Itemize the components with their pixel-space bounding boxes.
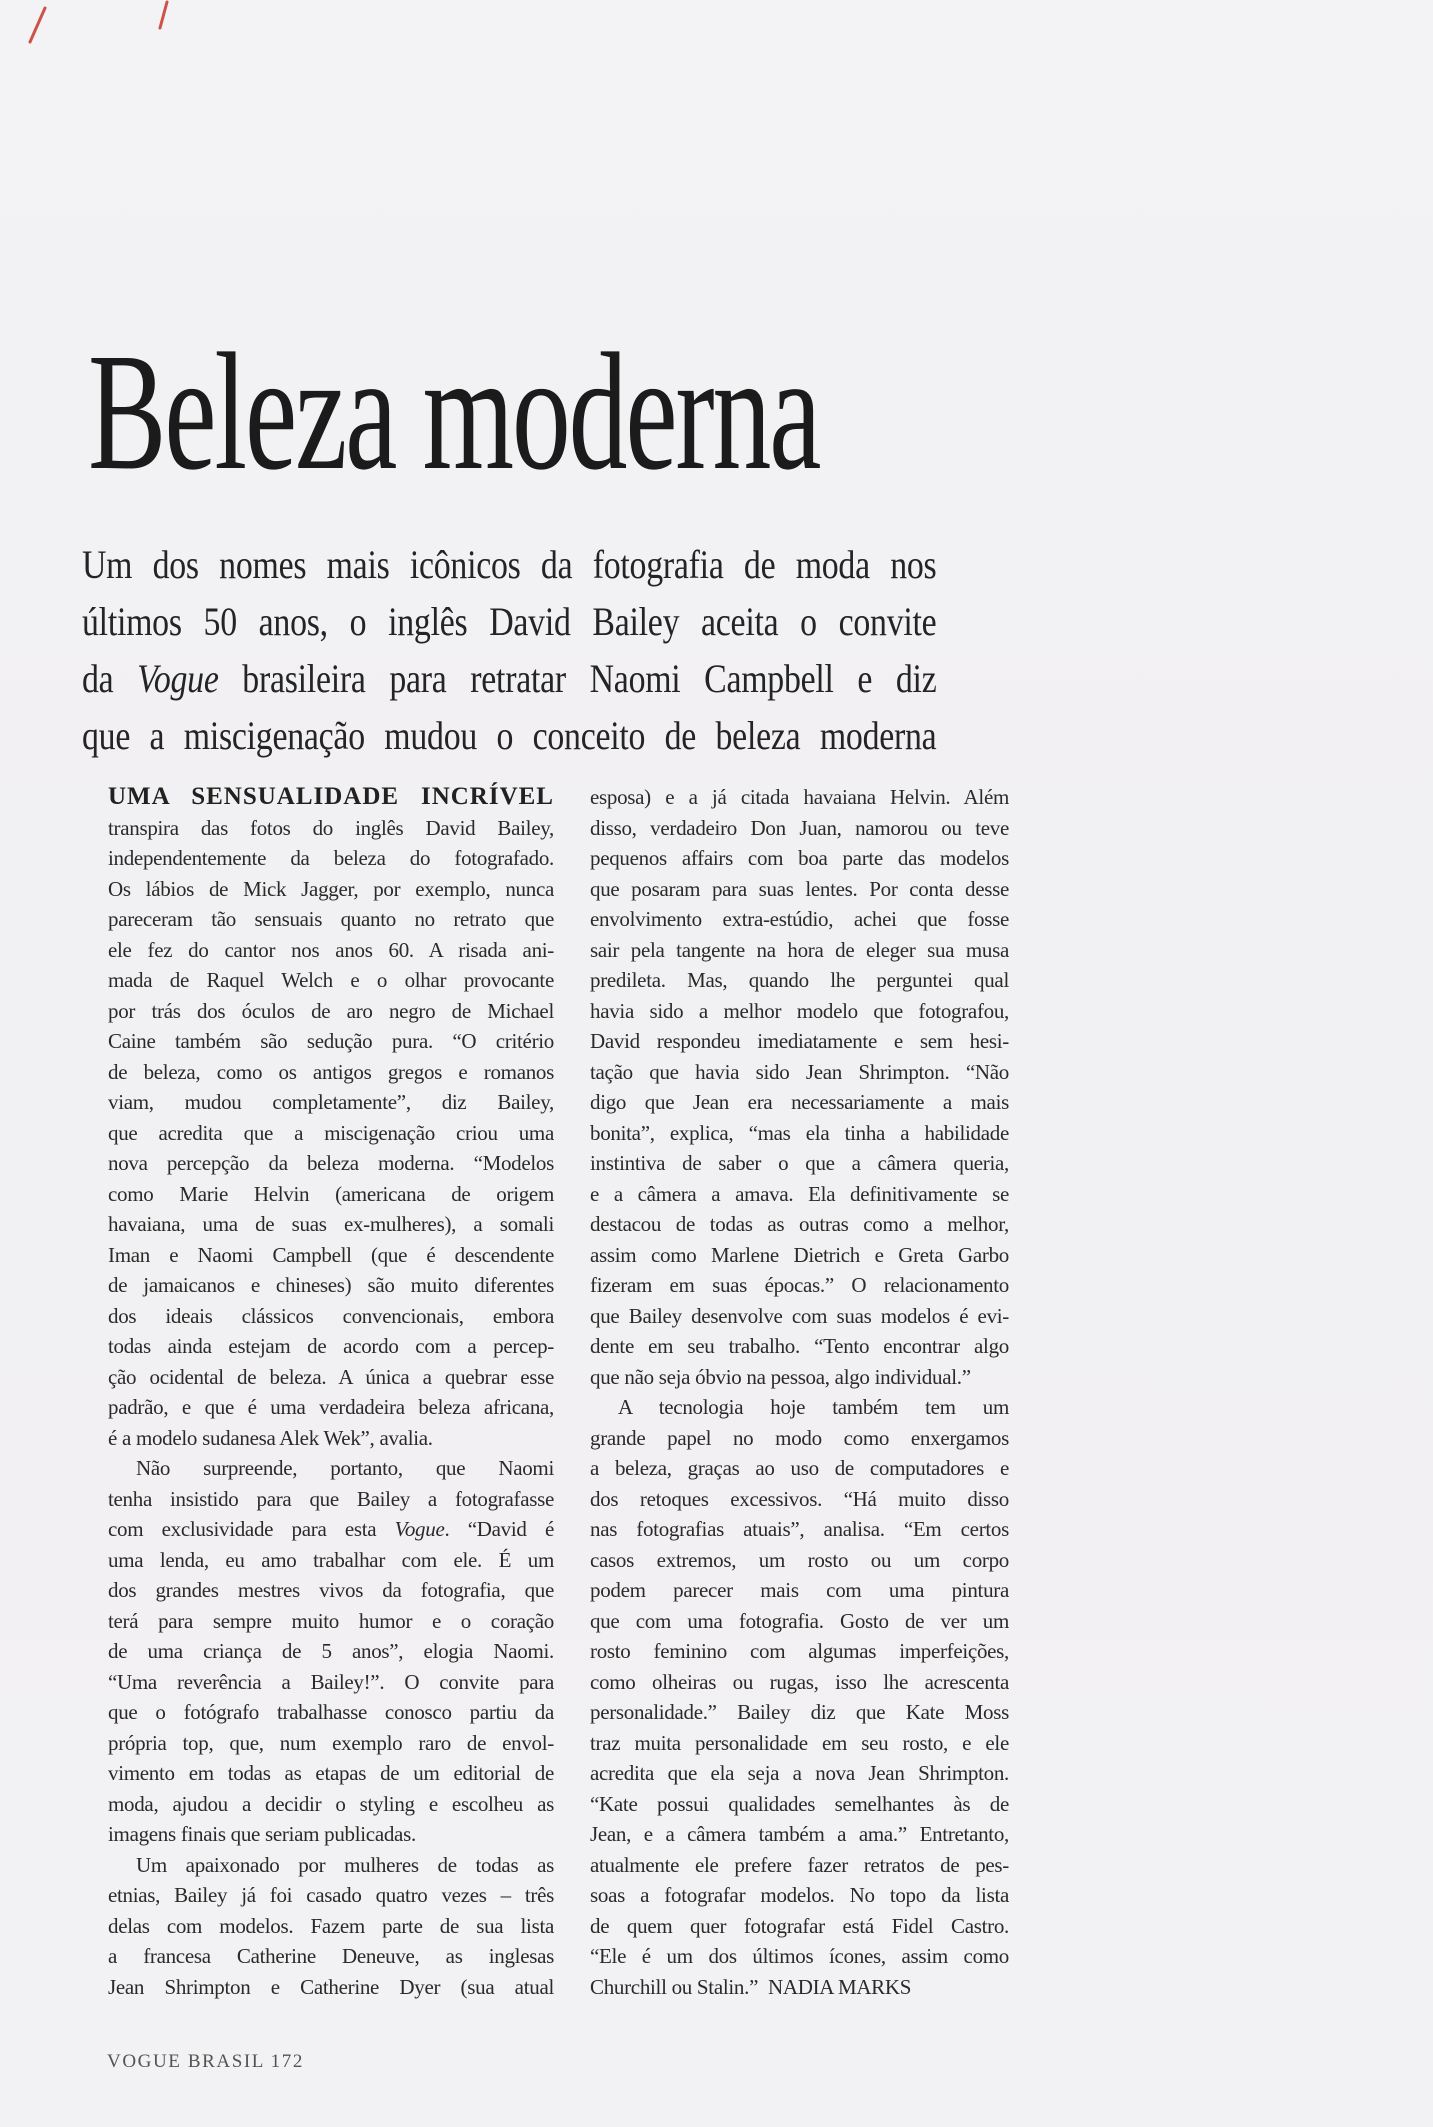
text-line: destacou de todas as outras como a melhor, (590, 1212, 1009, 1236)
body-column-right (590, 782, 1009, 2002)
text-line: nova percepção da beleza moderna. “Modelos (108, 1151, 554, 1175)
text-line: de beleza, como os antigos gregos e romanos (108, 1059, 554, 1084)
text-line: de uma criança de 5 anos”, elogia Naomi. (108, 1639, 554, 1663)
text-line: dos retoques excessivos. “Há muito disso (590, 1486, 1009, 1511)
text-line: independentemente da beleza do fotografado. (108, 846, 554, 870)
text-line: esposa) e a já citada havaiana Helvin. Além (590, 785, 1009, 809)
text-line: sair pela tangente na hora de eleger sua musa (590, 937, 1009, 962)
text-line: Um apaixonado por mulheres de todas as (136, 1852, 554, 1877)
page-footer: VOGUE BRASIL 172 (107, 2051, 304, 2072)
text-line: Jean Shrimpton e Catherine Dyer (sua atual (108, 1974, 554, 1999)
text-line: Iman e Naomi Campbell (que é descendente (108, 1242, 554, 1267)
text-line: pareceram tão sensuais quanto no retrato que (108, 907, 554, 931)
text-line: predileta. Mas, quando lhe perguntei qual (590, 968, 1009, 992)
text-line: de quem quer fotografar está Fidel Castro. (590, 1913, 1009, 1938)
text-line: a francesa Catherine Deneuve, as inglesas (108, 1944, 554, 1968)
text-line: traz muita personalidade em seu rosto, e ele (590, 1730, 1009, 1755)
text-line: etnias, Bailey já foi casado quatro vezes – três (108, 1883, 554, 1907)
text-line: bonita”, explica, “mas ela tinha a habilidade (590, 1120, 1009, 1145)
text-line: Caine também são sedução pura. “O critério (108, 1029, 554, 1053)
text-line: por trás dos óculos de aro negro de Michael (108, 998, 554, 1023)
text-line: a beleza, graças ao uso de computadores e (590, 1456, 1009, 1480)
text-line: que Bailey desenvolve com suas modelos é evi- (590, 1303, 1009, 1328)
text-line: todas ainda estejam de acordo com a percep- (108, 1334, 554, 1358)
text-line: Churchill ou Stalin.” NADIA MARKS (590, 1974, 912, 1999)
text-line: transpira das fotos do inglês David Bailey, (108, 815, 554, 840)
text-line: mada de Raquel Welch e o olhar provocante (108, 968, 554, 992)
text-line: ção ocidental de beleza. A única a quebrar esse (108, 1364, 554, 1389)
text-line: “Kate possui qualidades semelhantes às de (590, 1791, 1009, 1816)
text-line: A tecnologia hoje também tem um (618, 1395, 1009, 1419)
text-line: David respondeu imediatamente e sem hesi- (590, 1029, 1009, 1053)
text-line: que com uma fotografia. Gosto de ver um (590, 1608, 1009, 1633)
text-line: atualmente ele prefere fazer retratos de pes- (590, 1852, 1009, 1877)
text-line: acredita que ela seja a nova Jean Shrimpton. (590, 1761, 1009, 1785)
text-line: dos ideais clássicos convencionais, embora (108, 1303, 554, 1328)
text-line: da Vogue brasileira para retratar Naomi Campbell e diz (82, 656, 937, 701)
text-line: que a miscigenação mudou o conceito de beleza moderna (82, 713, 937, 758)
text-line: tação que havia sido Jean Shrimpton. “Não (590, 1059, 1009, 1084)
text-line: grande papel no modo como enxergamos (590, 1425, 1009, 1450)
text-line: Jean, e a câmera também a ama.” Entretanto, (590, 1822, 1009, 1846)
red-pen-mark-left (30, 8, 45, 42)
text-line: UMA SENSUALIDADE INCRÍVEL (108, 783, 554, 810)
article-subhead (82, 536, 936, 764)
text-line: vimento em todas as etapas de um editorial de (108, 1761, 554, 1785)
red-pen-mark-right (160, 2, 167, 28)
text-line: últimos 50 anos, o inglês David Bailey aceita o convite (82, 599, 937, 644)
text-line: havia sido a melhor modelo que fotografou, (590, 998, 1009, 1023)
text-line: “Ele é um dos últimos ícones, assim como (590, 1944, 1009, 1968)
text-line: terá para sempre muito humor e o coração (108, 1608, 554, 1633)
text-line: “Uma reverência a Bailey!”. O convite para (108, 1669, 554, 1694)
text-line: Um dos nomes mais icônicos da fotografia de moda nos (82, 542, 937, 587)
text-line: como olheiras ou rugas, isso lhe acrescenta (590, 1669, 1009, 1694)
text-line: casos extremos, um rosto ou um corpo (590, 1547, 1009, 1572)
text-line: própria top, que, num exemplo raro de envol- (108, 1730, 554, 1755)
text-line: digo que Jean era necessariamente a mais (590, 1090, 1009, 1114)
text-line: Não surpreende, portanto, que Naomi (136, 1456, 554, 1480)
text-line: dente em seu trabalho. “Tento encontrar algo (590, 1334, 1009, 1358)
text-line: moda, ajudou a decidir o styling e escolheu as (108, 1791, 554, 1816)
text-line: instintiva de saber o que a câmera queria, (590, 1151, 1009, 1175)
text-line: que o fotógrafo trabalhasse conosco partiu da (108, 1700, 554, 1724)
text-line: soas a fotografar modelos. No topo da lista (590, 1883, 1009, 1907)
text-line: viam, mudou completamente”, diz Bailey, (108, 1090, 554, 1114)
text-line: rosto feminino com algumas imperfeições, (590, 1639, 1009, 1663)
text-line: de jamaicanos e chineses) são muito diferentes (108, 1273, 554, 1297)
red-pen-marks (0, 0, 220, 60)
text-line: delas com modelos. Fazem parte de sua lista (108, 1913, 554, 1938)
text-line: pequenos affairs com boa parte das modelos (590, 846, 1009, 870)
text-line: dos grandes mestres vivos da fotografia, que (108, 1578, 554, 1602)
text-line: nas fotografias atuais”, analisa. “Em certos (590, 1517, 1009, 1541)
text-line: tenha insistido para que Bailey a fotografasse (108, 1486, 554, 1511)
text-line: personalidade.” Bailey diz que Kate Moss (590, 1700, 1009, 1724)
text-line: assim como Marlene Dietrich e Greta Garbo (590, 1242, 1009, 1267)
article-headline: Beleza moderna (88, 319, 820, 505)
text-line: é a modelo sudanesa Alek Wek”, avalia. (108, 1425, 433, 1450)
text-line: envolvimento extra-estúdio, achei que fosse (590, 907, 1009, 931)
text-line: com exclusividade para esta Vogue. “David é (108, 1517, 554, 1541)
text-line: havaiana, uma de suas ex-mulheres), a somali (108, 1212, 554, 1236)
text-line: como Marie Helvin (americana de origem (108, 1181, 554, 1206)
text-line: que posaram para suas lentes. Por conta desse (590, 876, 1009, 901)
text-line: disso, verdadeiro Don Juan, namorou ou teve (590, 815, 1009, 840)
body-column-left (108, 782, 554, 2002)
text-line: Os lábios de Mick Jagger, por exemplo, nunca (108, 876, 554, 901)
text-line: que acredita que a miscigenação criou uma (108, 1120, 554, 1145)
text-line: imagens finais que seriam publicadas. (108, 1822, 416, 1846)
text-line: que não seja óbvio na pessoa, algo individual.” (590, 1364, 971, 1389)
text-line: fizeram em suas épocas.” O relacionamento (590, 1273, 1009, 1297)
text-line: padrão, e que é uma verdadeira beleza africana, (108, 1395, 554, 1419)
text-line: uma lenda, eu amo trabalhar com ele. É um (108, 1547, 554, 1572)
text-line: podem parecer mais com uma pintura (590, 1578, 1009, 1602)
text-line: e a câmera a amava. Ela definitivamente se (590, 1181, 1009, 1206)
text-line: ele fez do cantor nos anos 60. A risada ani- (108, 937, 554, 962)
